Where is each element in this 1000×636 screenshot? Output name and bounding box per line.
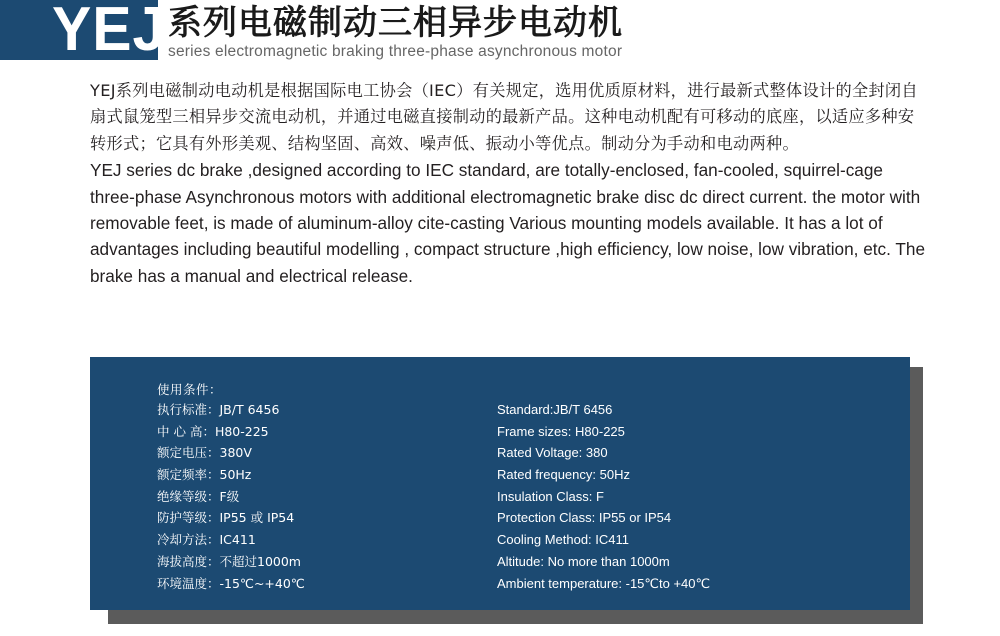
spec-label-cn: 额定电压：380V xyxy=(157,445,252,460)
spec-row-frame-sizes xyxy=(157,422,877,442)
intro-text-cn: YEJ系列电磁制动电动机是根据国际电工协会（IEC）有关规定，选用优质原材料，进行最新式整体设计的全封闭自扇式鼠笼型三相异步交流电动机，并通过电磁直接制动的最新产品。这种电动机配有可移动的底座，以适应多种安转形式；它具有外形美观、结构坚固、高效、噪声低、振动小等优点。制动分为手动和电动两种。 xyxy=(90,81,918,153)
spec-row-rated-frequency xyxy=(157,465,877,485)
spec-label-en: Insulation Class: F xyxy=(497,489,604,504)
intro-text-en: YEJ series dc brake ,designed according to IEC standard, are totally-enclosed, fan-cooled, squirrel-cage three-phase Asynchronous motors with additional electromagnetic brake disc dc direct current. the motor with removable feet, is made of aluminum-alloy cite-casting Various mounting models available. It has a lot of advantages including beautiful modelling , compact structure ,high efficiency, low noise, low vibration, etc. The brake has a manual and electrical release. xyxy=(90,160,926,286)
spec-label-cn: 海拔高度：不超过1000m xyxy=(157,554,301,569)
usage-conditions-heading: 使用条件： xyxy=(157,382,223,397)
spec-row-ambient-temperature xyxy=(157,574,877,594)
spec-label-en: Standard:JB/T 6456 xyxy=(497,402,613,417)
spec-row-cooling-method xyxy=(157,530,877,550)
spec-label-cn: 环境温度：-15℃~+40℃ xyxy=(157,576,305,591)
spec-label-cn: 执行标准：JB/T 6456 xyxy=(157,402,280,417)
model-code: YEJ xyxy=(52,0,167,64)
spec-row-rated-voltage xyxy=(157,443,877,463)
page-subtitle-en: series electromagnetic braking three-phase asynchronous motor xyxy=(168,43,623,60)
spec-label-cn: 绝缘等级：F级 xyxy=(157,489,240,504)
spec-label-en: Cooling Method: IC411 xyxy=(497,532,630,547)
spec-label-en: Ambient temperature: -15℃to +40℃ xyxy=(497,576,711,591)
spec-label-cn: 冷却方法：IC411 xyxy=(157,532,256,547)
intro-section xyxy=(90,78,925,289)
spec-label-cn: 额定频率：50Hz xyxy=(157,467,252,482)
spec-label-cn: 防护等级：IP55 或 IP54 xyxy=(157,510,295,525)
spec-row-protection-class xyxy=(157,508,877,528)
spec-label-en: Rated frequency: 50Hz xyxy=(497,467,630,482)
spec-label-en: Frame sizes: H80-225 xyxy=(497,424,625,439)
spec-row-standard xyxy=(157,400,877,420)
spec-row-insulation-class xyxy=(157,487,877,507)
spec-label-en: Altitude: No more than 1000m xyxy=(497,554,670,569)
spec-label-en: Rated Voltage: 380 xyxy=(497,445,608,460)
page-title-cn: 系列电磁制动三相异步电动机 xyxy=(168,3,623,43)
spec-label-en: Protection Class: IP55 or IP54 xyxy=(497,510,672,525)
spec-row-altitude xyxy=(157,552,877,572)
spec-label-cn: 中 心 高：H80-225 xyxy=(157,424,269,439)
